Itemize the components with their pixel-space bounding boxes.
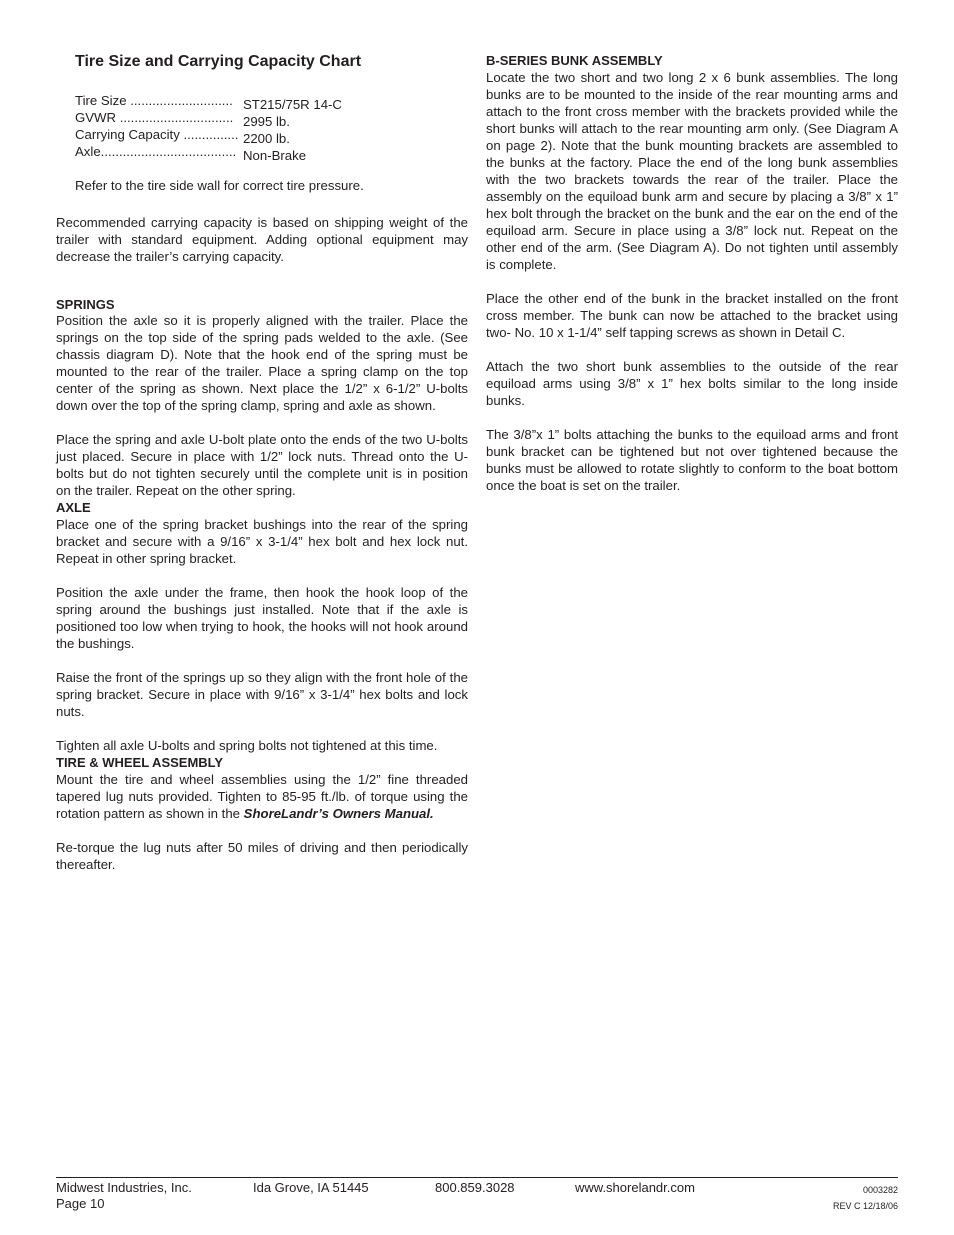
- footer-page-number: Page 10: [56, 1196, 105, 1211]
- chart-title: Tire Size and Carrying Capacity Chart: [75, 53, 362, 70]
- bunk-paragraph-2: Place the other end of the bunk in the bracket installed on the front cross member. The bunk can now be attached to the bracket using two- No. 10 x 1-1/4” self tapping screws as shown in Detail C.: [486, 291, 898, 340]
- owners-manual-reference: ShoreLandr’s Owners Manual.: [243, 806, 434, 822]
- axle-paragraph-3: Raise the front of the springs up so they align with the front hole of the spring bracket. Secure in place with 9/16” x 3-1/4” hex bolts and lock nuts.: [56, 670, 468, 720]
- footer-city: Ida Grove, IA 51445: [253, 1180, 369, 1195]
- bunk-paragraph-1: Locate the two short and two long 2 x 6 bunk assemblies. The long bunks are to be mounted to the inside of the rear mounting arms and attach to the front cross member with the brackets provided while the short bunks will attach to the rear mounting arm only. (See Diagram A on page 2). Note that the bunk mounting brackets are assembled to the bunks at the factory. Place the end of the long bunk assemblies with the two brackets towards the rear of the trailer. Place the assembly on the equiload bunk arm and secure by placing a 3/8” x 1” hex bolt through the bracket on the bunk and the ear on the end of the equiload arm. Secure in place using a 3/8” lock nut. Repeat on the other end of the arm. (See Diagram A). Do not tighten until assembly is complete.: [486, 70, 898, 272]
- springs-paragraph-2: Place the spring and axle U-bolt plate onto the ends of the two U-bolts just placed. Secure in place with 1/2” lock nuts. Thread onto the U-bolts but do not tighten securely until the complete unit is in position on the trailer. Repeat on the other spring.: [56, 432, 468, 499]
- footer-revision: REV C 12/18/06: [832, 1201, 898, 1211]
- spec-row-tire-size: [75, 92, 468, 112]
- spec-table: [75, 92, 468, 163]
- left-column: [56, 52, 468, 873]
- bunk-paragraph-4: The 3/8”x 1” bolts attaching the bunks to the equiload arms and front bunk bracket can be tightened but not over tightened because the bunks must be allowed to rotate slightly to conform to the boat bottom once the boat is set on the trailer.: [486, 427, 898, 493]
- footer-phone: 800.859.3028: [435, 1180, 515, 1195]
- bunk-paragraph-3: Attach the two short bunk assemblies to the outside of the rear equiload arms using 3/8” x 1” hex bolts similar to the long inside bunks.: [486, 359, 898, 408]
- footer-divider: [56, 1177, 898, 1178]
- bunk-assembly-heading: B-SERIES BUNK ASSEMBLY: [486, 53, 663, 68]
- spec-value: 2995 lb.: [243, 114, 290, 129]
- spec-label: GVWR ...............................: [75, 110, 234, 125]
- footer-doc-number: 0003282: [862, 1185, 898, 1195]
- springs-paragraph-1: Position the axle so it is properly aligned with the trailer. Place the springs on the top side of the spring pads welded to the axle. (See chassis diagram D). Note that the hook end of the spring must be mounted to the rear of the trailer. Place a spring clamp on the top center of the spring as shown. Next place the 1/2” x 6-1/2” U-bolts down over the top of the spring clamp, spring and axle as shown.: [56, 313, 468, 413]
- spec-label: Carrying Capacity ...............: [75, 127, 239, 142]
- tire-wheel-paragraph-2: Re-torque the lug nuts after 50 miles of driving and then periodically thereafter.: [56, 840, 468, 873]
- axle-paragraph-2: Position the axle under the frame, then hook the hook loop of the spring around the bushings just installed. Note that if the axle is positioned too low when trying to hook, the hooks will not hook around the bushings.: [56, 585, 468, 652]
- spec-row-carrying-capacity: [75, 126, 468, 146]
- tire-wheel-text: Mount the tire and wheel assemblies using the 1/2” fine threaded tapered lug nuts provided. Tighten to 85-95 ft./lb. of torque using the rotation pattern as shown in the: [56, 772, 468, 822]
- spec-value: Non-Brake: [243, 148, 307, 163]
- tire-wheel-paragraph-1: [56, 771, 468, 822]
- axle-paragraph-1: Place one of the spring bracket bushings into the rear of the spring bracket and secure with a 9/16” x 3-1/4” hex bolt and hex lock nut. Repeat in other spring bracket.: [56, 517, 468, 567]
- right-column: [486, 52, 898, 494]
- spec-row-axle: [75, 143, 468, 163]
- spec-row-gvwr: [75, 109, 468, 129]
- spec-value: ST215/75R 14-C: [243, 97, 342, 112]
- spec-label: Axle.....................................: [75, 144, 237, 159]
- tire-wheel-heading: TIRE & WHEEL ASSEMBLY: [56, 755, 224, 771]
- spec-label: Tire Size ............................: [75, 93, 233, 108]
- footer-company: Midwest Industries, Inc.: [56, 1180, 192, 1195]
- footer-website: www.shorelandr.com: [575, 1180, 695, 1195]
- axle-paragraph-4: Tighten all axle U-bolts and spring bolts not tightened at this time.: [56, 738, 438, 754]
- springs-heading: SPRINGS: [56, 297, 115, 312]
- axle-heading: AXLE: [56, 500, 91, 516]
- spec-value: 2200 lb.: [243, 131, 290, 146]
- capacity-note: Recommended carrying capacity is based on shipping weight of the trailer with standard equipment. Adding optional equipment may decrease the trailer’s carrying capacity.: [56, 215, 468, 264]
- tire-pressure-note: Refer to the tire side wall for correct tire pressure.: [75, 178, 364, 193]
